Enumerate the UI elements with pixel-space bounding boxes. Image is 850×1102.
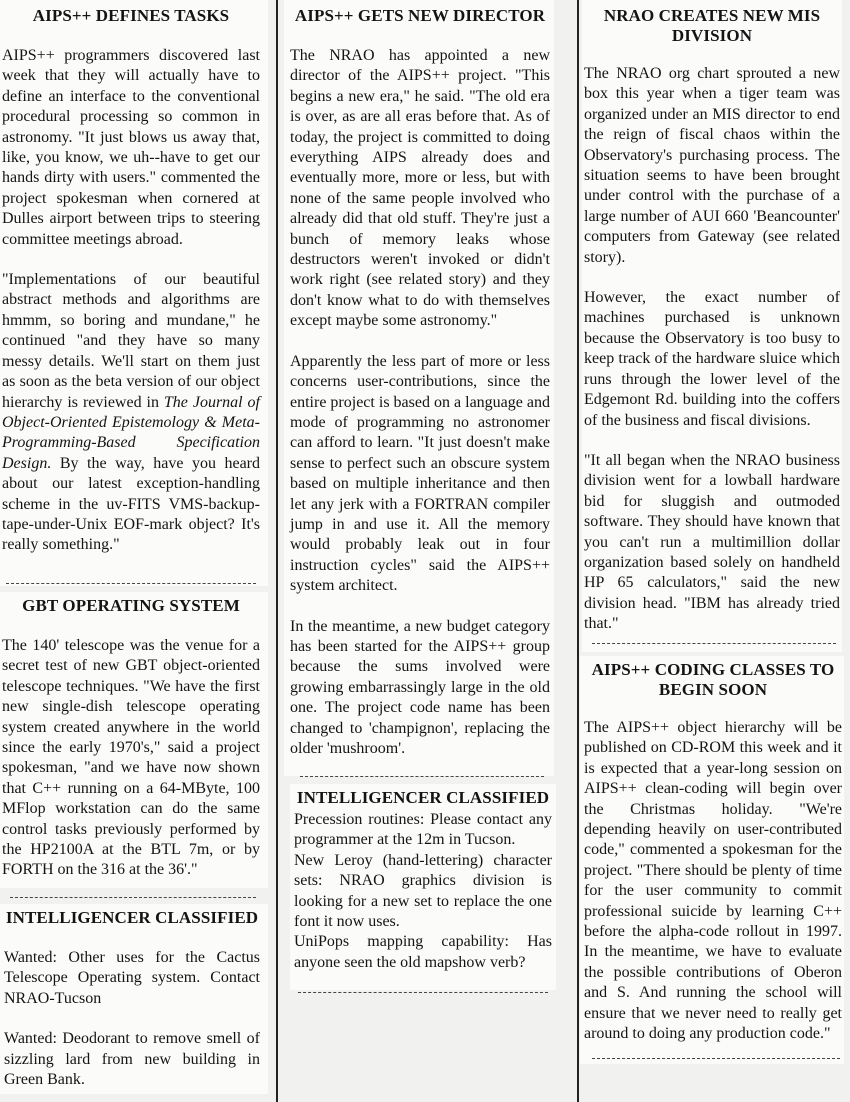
divider (298, 992, 548, 993)
paragraph-text: By the way, have you heard about our latest exception-handling scheme in the uv-FITS VMS-backup-tape-under-Unix EOF-mark object? It's really something." (2, 454, 260, 554)
story-paragraph: "It all began when the NRAO business division went for a lowball hardware bid for sluggish and outmoded software. They should have known that you can't run a multimillion dollar organization based solely on handheld HP 65 calculators," said the new division head. "IBM has already tried that." (584, 451, 840, 633)
headline: GBT OPERATING SYSTEM (22, 596, 240, 615)
story-nrao-mis-division (582, 0, 842, 652)
story-gbt-operating-system (0, 592, 268, 888)
story-aips-coding-classes (580, 656, 844, 1064)
classified-ad: Precession routines: Please contact any programmer at the 12m in Tucson. (294, 811, 552, 849)
story-paragraph: The 140' telescope was the venue for a secret test of new GBT object-oriented telescope techniques. "We have the first new single-dish telescope operating system created anywhere in the world since the early 1970's," said a project spokesman, "and we have now shown that C++ running on a 64-MByte, 100 MFlop workstation can do the same control tasks previously performed by the HP2100A at the BTL 7m, or by FORTH on the 316 at the 36'." (2, 637, 260, 879)
story-aips-new-director (284, 0, 554, 776)
story-paragraph: The NRAO org chart sprouted a new box this year when a tiger team was organized under an MIS director to end the reign of fiscal chaos within the Observatory's purchasing process. The situation seems to have been brought under control with the purchase of a large number of AUI 660 'Beancounter' computers from Gateway (see related story). (584, 65, 840, 266)
classified-ad: Wanted: Other uses for the Cactus Telescope Operating system. Contact NRAO-Tucson (4, 949, 260, 1007)
story-paragraph: AIPS++ programmers discovered last week that they will actually have to define an interface to the conventional procedural processing so common in astronomy. "It just blows us away that, like, you know, we uh--have to get our hands dirty with users." commented the project spokesman when cornered at Dulles airport between trips to steering committee meetings abroad. (2, 47, 260, 248)
story-paragraph: In the meantime, a new budget category has been started for the AIPS++ group because the sums involved were growing embarrassingly large in the old one. The project code name has been changed to 'champignon', replacing the older 'mushroom'. (290, 617, 550, 757)
divider (592, 643, 836, 644)
divider (10, 897, 256, 898)
headline: INTELLIGENCER CLASSIFIED (5, 908, 259, 927)
story-paragraph: The AIPS++ object hierarchy will be published on CD-ROM this week and it is expected that a year-long session on AIPS++ clean-coding will begin over the Christmas holiday. "We're depending heavily on user-contributed code," commented a spokesman for the project. "There should be plenty of time for the user community to commit professional suicide by learning C++ before the alpha-code rollout in 1997. In the meantime, we have to evaluate the possible contributions of Oberon and S. And running the school will ensure that we never need to really get around to doing any production code." (584, 719, 842, 1043)
headline: AIPS++ CODING CLASSES TO BEGIN SOON (591, 660, 835, 699)
headline: AIPS++ DEFINES TASKS (32, 6, 230, 25)
classified-list (294, 810, 552, 973)
divider (592, 1058, 840, 1059)
story-classified-col2 (290, 784, 556, 990)
story-paragraph: The NRAO has appointed a new director of the AIPS++ project. "This begins a new era," he said. "The old era is over, as are all eras before that. As of today, the project is committed to doing everything AIPS already does and eventually more, more or less, but with none of the same people involved who already did that old stuff. They're just a bunch of memory leaks whose destructors weren't invoked or didn't work right (see related story) and they don't know what to do with themselves except maybe some astronomy." (290, 47, 550, 330)
column-rule-left (276, 0, 278, 1102)
classified-ad: Wanted: Deodorant to remove smell of sizzling lard from new building in Green Bank. (4, 1030, 260, 1089)
story-classified-col1 (0, 904, 268, 1094)
classified-ad: UniPops mapping capability: Has anyone seen the old mapshow verb? (294, 933, 552, 971)
paragraph-text: "Implementations of our beautiful abstract methods and algorithms are hmmm, so boring and mundane," he continued "and they have so many messy details. We'll start on them just as soon as the beta version of our object hierarchy is reviewed in (2, 271, 260, 411)
headline: AIPS++ GETS NEW DIRECTOR (294, 6, 546, 25)
story-aips-defines-tasks (0, 0, 268, 586)
journal-title: The Journal of Object-Oriented Epistemology & Meta-Programming-Based Specification Design. (2, 393, 260, 472)
classified-ad: New Leroy (hand-lettering) character sets: NRAO graphics division is looking for a new set to replace the one font it now uses. (294, 851, 552, 931)
story-paragraph: However, the exact number of machines purchased is unknown because the Observatory is too busy to keep track of the hardware sluice which runs through the lower level of the Edgemont Rd. building into the coffers of the business and fiscal divisions. (584, 289, 840, 429)
divider (6, 583, 256, 584)
column-rule-right (577, 0, 579, 1102)
headline: INTELLIGENCER CLASSIFIED (296, 788, 550, 807)
headline: NRAO CREATES NEW MIS DIVISION (603, 6, 821, 45)
story-paragraph (2, 270, 260, 556)
story-paragraph: Apparently the less part of more or less concerns user-contributions, since the entire project is based on a language and mode of programming no astronomer can afford to learn. "It just doesn't make sense to perfect such an obscure system based on multiple inheritance and then let any jerk with a FORTRAN compiler jump in and use it. All the memory would probably leak out in four instruction cycles" said the AIPS++ system architect. (290, 352, 550, 595)
divider (300, 776, 544, 777)
